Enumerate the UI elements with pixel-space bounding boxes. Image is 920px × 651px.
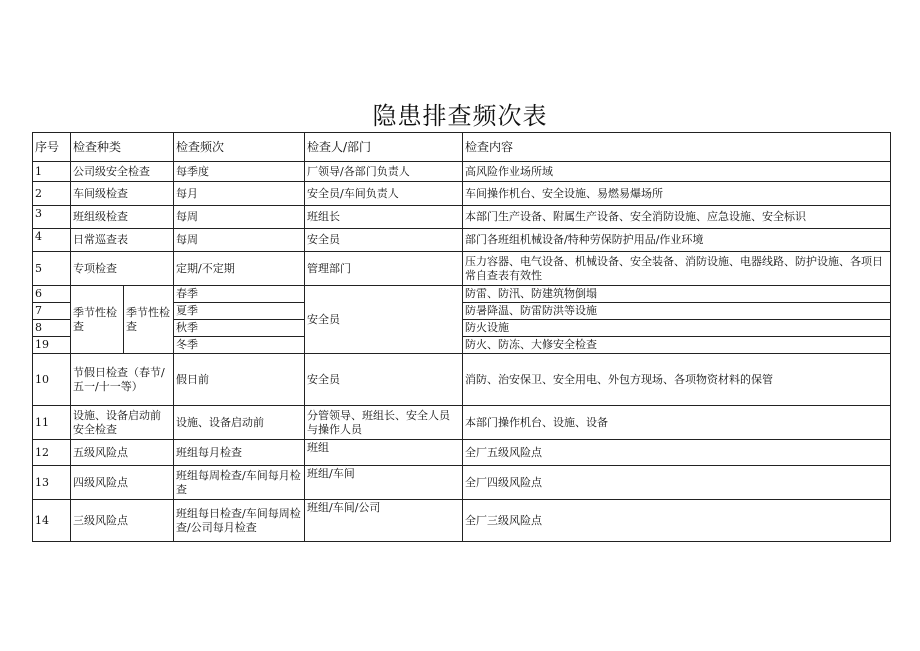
table-row <box>33 500 891 542</box>
row-type: 专项检查 <box>71 252 174 286</box>
row-frequency: 假日前 <box>174 354 305 406</box>
row-frequency: 每周 <box>174 229 305 252</box>
table-row <box>33 286 891 303</box>
table-row <box>33 252 891 286</box>
table-row <box>33 162 891 182</box>
row-frequency: 每周 <box>174 206 305 229</box>
row-inspector: 管理部门 <box>305 252 463 286</box>
row-no: 6 <box>33 286 71 303</box>
row-content: 防暑降温、防雷防洪等设施 <box>463 303 891 320</box>
row-inspector: 厂领导/各部门负责人 <box>305 162 463 182</box>
row-frequency: 夏季 <box>174 303 305 320</box>
row-content: 全厂三级风险点 <box>463 500 891 542</box>
row-type: 四级风险点 <box>71 466 174 500</box>
row-content: 本部门操作机台、设施、设备 <box>463 406 891 440</box>
row-frequency: 班组每周检查/车间每月检查 <box>174 466 305 500</box>
row-no: 8 <box>33 320 71 337</box>
seasonal-type-sub: 季节性检查 <box>124 286 174 354</box>
row-type: 设施、设备启动前安全检查 <box>71 406 174 440</box>
row-inspector: 班组/车间 <box>305 466 463 500</box>
row-frequency: 冬季 <box>174 337 305 354</box>
page-title: 隐患排查频次表 <box>372 102 548 130</box>
row-content: 全厂四级风险点 <box>463 466 891 500</box>
row-no: 11 <box>33 406 71 440</box>
row-content: 防火、防冻、大修安全检查 <box>463 337 891 354</box>
row-frequency: 设施、设备启动前 <box>174 406 305 440</box>
header-no: 序号 <box>33 133 71 162</box>
row-content: 本部门生产设备、附属生产设备、安全消防设施、应急设施、安全标识 <box>463 206 891 229</box>
table-row <box>33 354 891 406</box>
inspection-frequency-table <box>32 132 891 542</box>
row-no: 12 <box>33 440 71 466</box>
row-content: 部门各班组机械设备/特种劳保防护用品/作业环境 <box>463 229 891 252</box>
row-frequency: 定期/不定期 <box>174 252 305 286</box>
row-frequency: 每季度 <box>174 162 305 182</box>
header-type: 检查种类 <box>71 133 174 162</box>
row-inspector: 班组/车间/公司 <box>305 500 463 542</box>
row-no: 2 <box>33 182 71 206</box>
row-inspector: 安全员/车间负责人 <box>305 182 463 206</box>
row-type: 三级风险点 <box>71 500 174 542</box>
header-frequency: 检查频次 <box>174 133 305 162</box>
row-inspector: 安全员 <box>305 229 463 252</box>
row-frequency: 秋季 <box>174 320 305 337</box>
table-row <box>33 229 891 252</box>
header-inspector: 检查人/部门 <box>305 133 463 162</box>
row-content: 全厂五级风险点 <box>463 440 891 466</box>
row-content: 消防、治安保卫、安全用电、外包方现场、各项物资材料的保管 <box>463 354 891 406</box>
seasonal-inspector: 安全员 <box>305 286 463 354</box>
row-type: 日常巡查表 <box>71 229 174 252</box>
row-type: 五级风险点 <box>71 440 174 466</box>
table-row <box>33 182 891 206</box>
seasonal-type: 季节性检查 <box>71 286 124 354</box>
row-no: 14 <box>33 500 71 542</box>
row-inspector: 班组 <box>305 440 463 466</box>
row-no: 1 <box>33 162 71 182</box>
table-header-row <box>33 133 891 162</box>
row-frequency: 每月 <box>174 182 305 206</box>
table-row <box>33 406 891 440</box>
row-type: 班组级检查 <box>71 206 174 229</box>
row-content: 高风险作业场所域 <box>463 162 891 182</box>
table-row <box>33 206 891 229</box>
header-content: 检查内容 <box>463 133 891 162</box>
table-row <box>33 440 891 466</box>
row-no: 13 <box>33 466 71 500</box>
row-content: 压力容器、电气设备、机械设备、安全装备、消防设施、电器线路、防护设施、各项日常自查表有效性 <box>463 252 891 286</box>
row-frequency: 春季 <box>174 286 305 303</box>
row-content: 防雷、防汛、防建筑物倒塌 <box>463 286 891 303</box>
row-no: 19 <box>33 337 71 354</box>
row-inspector: 安全员 <box>305 354 463 406</box>
row-no: 3 <box>33 206 71 229</box>
table-row <box>33 466 891 500</box>
row-content: 防火设施 <box>463 320 891 337</box>
row-content: 车间操作机台、安全设施、易燃易爆场所 <box>463 182 891 206</box>
row-frequency: 班组每月检查 <box>174 440 305 466</box>
row-no: 5 <box>33 252 71 286</box>
row-type: 节假日检查（春节/五一/十一等） <box>71 354 174 406</box>
row-type: 公司级安全检查 <box>71 162 174 182</box>
row-no: 7 <box>33 303 71 320</box>
row-no: 4 <box>33 229 71 252</box>
row-no: 10 <box>33 354 71 406</box>
row-type: 车间级检查 <box>71 182 174 206</box>
row-frequency: 班组每日检查/车间每周检查/公司每月检查 <box>174 500 305 542</box>
row-inspector: 班组长 <box>305 206 463 229</box>
row-inspector: 分管领导、班组长、安全人员与操作人员 <box>305 406 463 440</box>
